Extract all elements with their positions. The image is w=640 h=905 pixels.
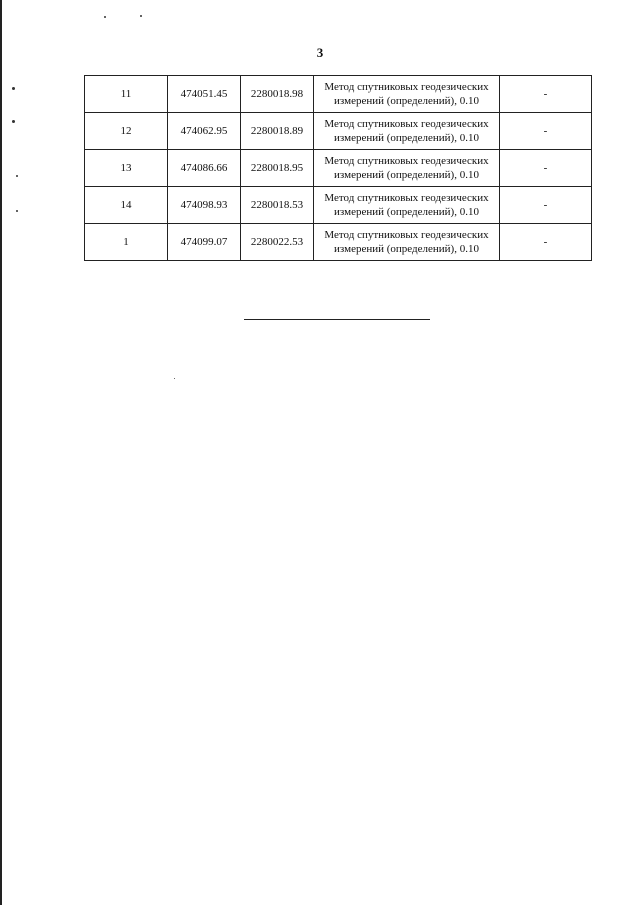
x-coordinate-cell: 474086.66 — [168, 150, 241, 187]
method-line: измерений (определений), 0.10 — [334, 132, 479, 144]
point-number-cell: 13 — [85, 150, 168, 187]
scan-speck — [16, 210, 18, 212]
end-of-document-rule — [244, 319, 430, 320]
description-cell: - — [500, 187, 592, 224]
point-number-cell: 12 — [85, 113, 168, 150]
description-cell: - — [500, 113, 592, 150]
point-number-cell: 1 — [85, 224, 168, 261]
method-cell — [314, 76, 500, 113]
x-coordinate-cell: 474062.95 — [168, 113, 241, 150]
y-coordinate-cell: 2280022.53 — [241, 224, 314, 261]
x-coordinate-cell: 474098.93 — [168, 187, 241, 224]
table-row — [85, 113, 592, 150]
method-line: измерений (определений), 0.10 — [334, 243, 479, 255]
method-line: Метод спутниковых геодезических — [324, 81, 489, 93]
scan-speck — [12, 120, 15, 123]
y-coordinate-cell: 2280018.98 — [241, 76, 314, 113]
x-coordinate-cell: 474051.45 — [168, 76, 241, 113]
scan-speck — [104, 16, 106, 18]
method-line: Метод спутниковых геодезических — [324, 118, 489, 130]
description-cell: - — [500, 150, 592, 187]
scan-speck — [16, 175, 18, 177]
x-coordinate-cell: 474099.07 — [168, 224, 241, 261]
method-line: измерений (определений), 0.10 — [334, 206, 479, 218]
method-line: измерений (определений), 0.10 — [334, 169, 479, 181]
method-line: Метод спутниковых геодезических — [324, 155, 489, 167]
description-cell: - — [500, 76, 592, 113]
page-number: 3 — [316, 45, 324, 60]
table-row — [85, 224, 592, 261]
scan-speck — [174, 378, 175, 379]
method-line: Метод спутниковых геодезических — [324, 229, 489, 241]
point-number-cell: 11 — [85, 76, 168, 113]
table-row — [85, 150, 592, 187]
y-coordinate-cell: 2280018.89 — [241, 113, 314, 150]
coordinates-table — [84, 75, 592, 261]
method-cell — [314, 113, 500, 150]
y-coordinate-cell: 2280018.95 — [241, 150, 314, 187]
y-coordinate-cell: 2280018.53 — [241, 187, 314, 224]
method-cell — [314, 224, 500, 261]
method-cell — [314, 187, 500, 224]
method-cell — [314, 150, 500, 187]
point-number-cell: 14 — [85, 187, 168, 224]
method-line: измерений (определений), 0.10 — [334, 95, 479, 107]
page-edge — [0, 0, 2, 905]
table-row — [85, 76, 592, 113]
method-line: Метод спутниковых геодезических — [324, 192, 489, 204]
table-row — [85, 187, 592, 224]
scan-speck — [12, 87, 15, 90]
scan-speck — [140, 15, 142, 17]
description-cell: - — [500, 224, 592, 261]
